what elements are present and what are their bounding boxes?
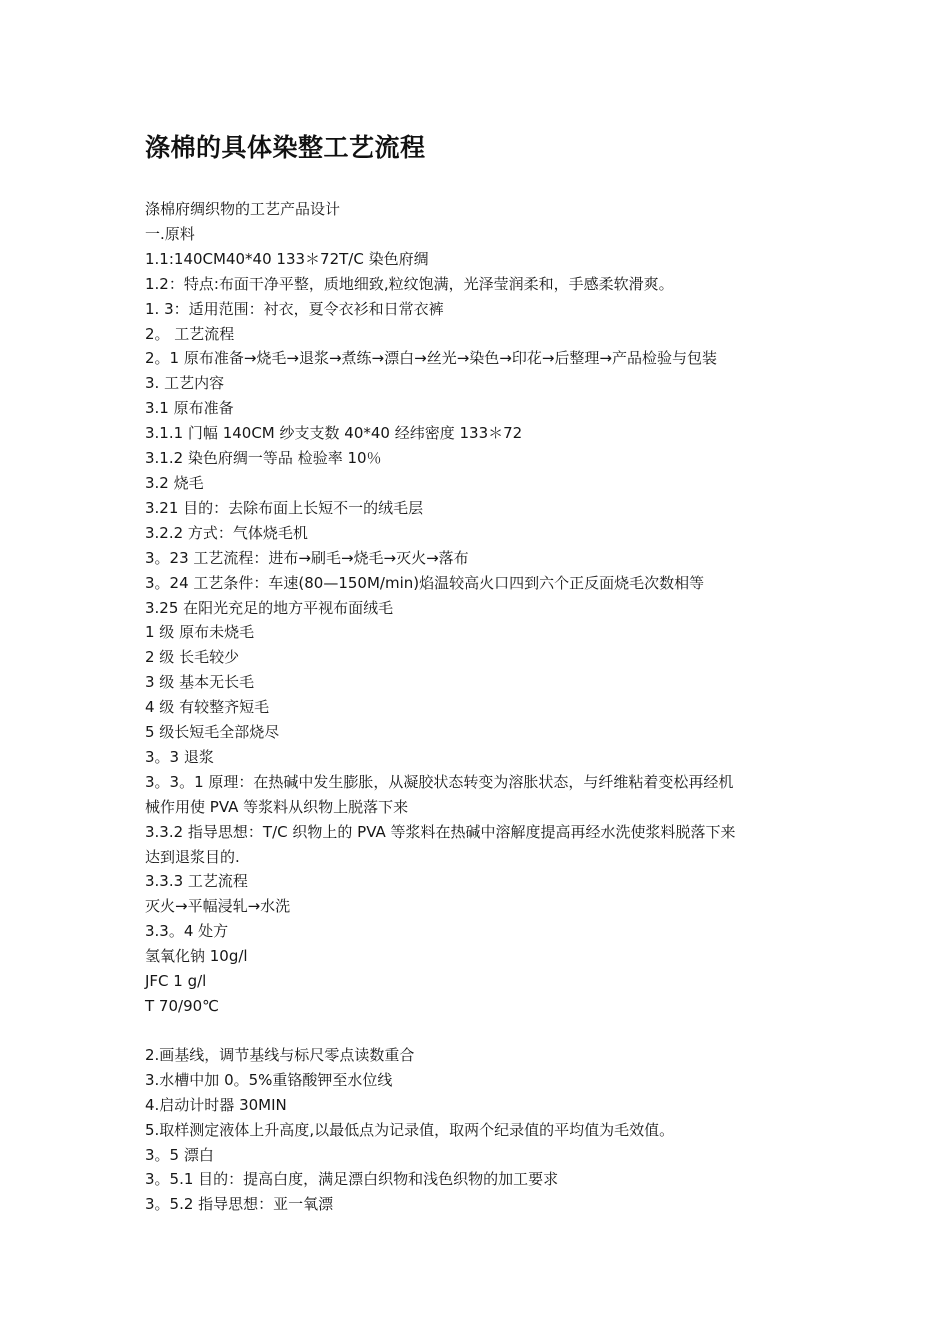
text-line: T 70/90℃ [145, 997, 220, 1015]
text-line: 1.1:140CM40*40 133＊72T/C 染色府绸 [145, 249, 429, 268]
text-line: 4.启动计时器 30MIN [145, 1095, 287, 1114]
text-line: 2.画基线，调节基线与标尺零点读数重合 [145, 1045, 415, 1064]
text-line: 3.1 原布准备 [145, 399, 234, 418]
text-line: 涤棉府绸织物的工艺产品设计 [145, 200, 341, 218]
text-line: 3 级 基本无长毛 [145, 673, 255, 692]
text-line: 1. 3：适用范围：衬衣，夏令衣衫和日常衣裤 [145, 299, 444, 318]
text-line: 3.3.3 工艺流程 [145, 872, 248, 891]
text-line: 一.原料 [145, 224, 195, 243]
text-line: 3。3 退浆 [145, 747, 214, 766]
text-line: 2。 工艺流程 [145, 324, 235, 343]
text-line: 达到退浆目的. [145, 847, 240, 866]
text-line: 2 级 长毛较少 [145, 648, 240, 667]
text-line: 4 级 有较整齐短毛 [145, 698, 270, 717]
text-line: 5.取样测定液体上升高度,以最低点为记录值，取两个纪录值的平均值为毛效值。 [145, 1120, 675, 1139]
text-line: 1 级 原布未烧毛 [145, 623, 255, 642]
text-line: 5 级长短毛全部烧尽 [145, 723, 280, 742]
text-line: 3.25 在阳光充足的地方平视布面绒毛 [145, 598, 394, 617]
paragraph-gap [145, 1019, 825, 1043]
text-line: 3. 工艺内容 [145, 374, 225, 393]
text-line: 灭火→平幅浸轧→水洗 [145, 897, 291, 916]
text-line: 3.1.2 染色府绸一等品 检验率 10％ [145, 449, 382, 468]
text-line: 3。5.1 目的：提高白度，满足漂白织物和浅色织物的加工要求 [145, 1170, 559, 1189]
text-line: 2。1 原布准备→烧毛→退浆→煮练→漂白→丝光→染色→印花→后整理→产品检验与包装 [145, 349, 717, 368]
text-line: 3.2 烧毛 [145, 473, 204, 492]
text-line: 3.3。4 处方 [145, 922, 229, 941]
text-line: 3。5.2 指导思想：亚一氧漂 [145, 1195, 334, 1214]
document-body [145, 197, 825, 1217]
text-line: 3.水槽中加 0。5%重铬酸钾至水位线 [145, 1070, 393, 1089]
text-line: 3.1.1 门幅 140CM 纱支支数 40*40 经纬密度 133＊72 [145, 424, 523, 443]
text-line: 3.2.2 方式：气体烧毛机 [145, 523, 308, 542]
text-line: JFC 1 g/l [145, 972, 207, 991]
text-line: 械作用使 PVA 等浆料从织物上脱落下来 [145, 797, 409, 816]
text-line: 3。24 工艺条件：车速(80—150M/min)焰温较高火口四到六个正反面烧毛次数相等 [145, 573, 705, 592]
text-line: 3.3.2 指导思想：T/C 织物上的 PVA 等浆料在热碱中溶解度提高再经水洗使浆料脱落下来 [145, 822, 736, 841]
text-line: 氢氧化钠 10g/l [145, 947, 248, 966]
text-line: 1.2：特点:布面干净平整，质地细致,粒纹饱满，光泽莹润柔和，手感柔软滑爽。 [145, 274, 674, 293]
text-line: 3。5 漂白 [145, 1145, 214, 1164]
text-line: 3。3。1 原理：在热碱中发生膨胀，从凝胶状态转变为溶胀状态，与纤维粘着变松再经机 [145, 772, 734, 791]
text-line: 3。23 工艺流程：进布→刷毛→烧毛→灭火→落布 [145, 548, 469, 567]
document-title: 涤棉的具体染整工艺流程 [145, 133, 426, 162]
text-line: 3.21 目的：去除布面上长短不一的绒毛层 [145, 498, 424, 517]
